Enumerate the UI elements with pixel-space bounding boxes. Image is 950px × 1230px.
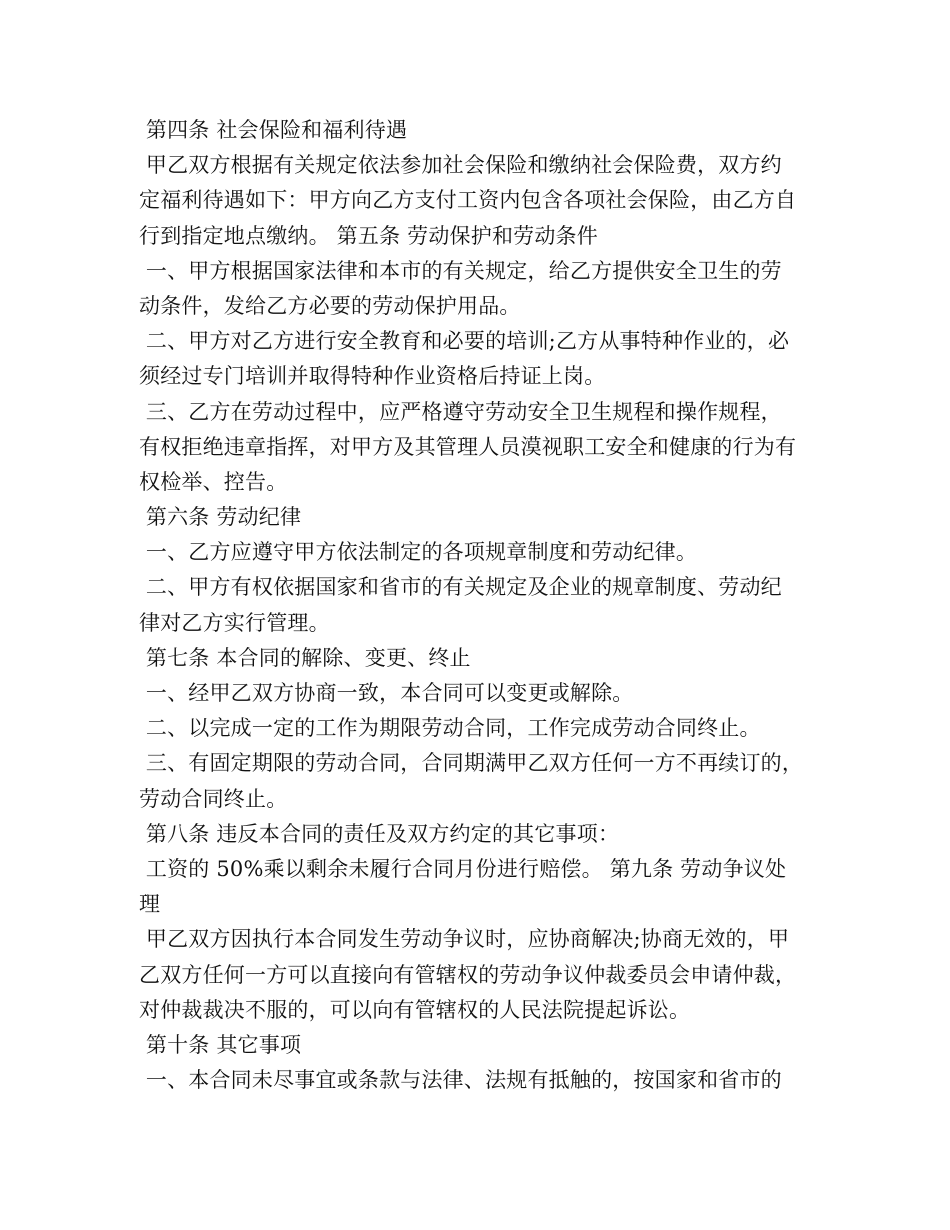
text-line: 甲乙双方根据有关规定依法参加社会保险和缴纳社会保险费，双方约 <box>139 153 782 178</box>
text-line: 乙双方任何一方可以直接向有管辖权的劳动争议仲裁委员会申请仲裁， <box>139 962 797 987</box>
text-line: 三、乙方在劳动过程中，应严格遵守劳动安全卫生规程和操作规程， <box>139 399 782 424</box>
text-line: 一、乙方应遵守甲方依法制定的各项规章制度和劳动纪律。 <box>139 540 698 565</box>
text-line: 律对乙方实行管理。 <box>139 610 330 635</box>
text-line: 二、甲方对乙方进行安全教育和必要的培训;乙方从事特种作业的，必 <box>139 329 790 354</box>
text-line: 第八条 违反本合同的责任及双方约定的其它事项： <box>139 821 620 846</box>
text-line: 权检举、控告。 <box>139 469 288 494</box>
text-line: 理 <box>139 892 161 917</box>
text-line: 甲乙双方因执行本合同发生劳动争议时，应协商解决;协商无效的，甲 <box>139 927 790 952</box>
text-line: 第六条 劳动纪律 <box>139 505 302 530</box>
text-line: 一、甲方根据国家法律和本市的有关规定，给乙方提供安全卫生的劳 <box>139 258 782 283</box>
text-line: 第十条 其它事项 <box>139 1032 302 1057</box>
text-line: 须经过专门培训并取得特种作业资格后持证上岗。 <box>139 364 606 389</box>
text-line: 对仲裁裁决不服的，可以向有管辖权的人民法院提起诉讼。 <box>139 997 691 1022</box>
text-line: 定福利待遇如下：甲方向乙方支付工资内包含各项社会保险，由乙方自 <box>139 188 797 213</box>
text-line: 一、经甲乙双方协商一致，本合同可以变更或解除。 <box>139 681 634 705</box>
text-line: 行到指定地点缴纳。 第五条 劳动保护和劳动条件 <box>139 223 598 248</box>
text-line: 第七条 本合同的解除、变更、终止 <box>139 645 471 670</box>
text-line: 动条件，发给乙方必要的劳动保护用品。 <box>139 293 521 318</box>
text-line: 二、以完成一定的工作为期限劳动合同，工作完成劳动合同终止。 <box>139 716 761 741</box>
text-line: 三、有固定期限的劳动合同，合同期满甲乙双方任何一方不再续订的， <box>139 751 804 776</box>
text-line: 工资的 50%乘以剩余未履行合同月份进行赔偿。 第九条 劳动争议处 <box>139 856 787 881</box>
text-line: 劳动合同终止。 <box>139 786 288 811</box>
text-line: 二、甲方有权依据国家和省市的有关规定及企业的规章制度、劳动纪 <box>139 575 782 600</box>
document-body <box>139 113 819 1098</box>
text-line: 一、本合同未尽事宜或条款与法律、法规有抵触的，按国家和省市的 <box>139 1068 782 1093</box>
text-line: 有权拒绝违章指挥，对甲方及其管理人员漠视职工安全和健康的行为有 <box>139 434 797 459</box>
text-line: 第四条 社会保险和福利待遇 <box>139 118 408 142</box>
